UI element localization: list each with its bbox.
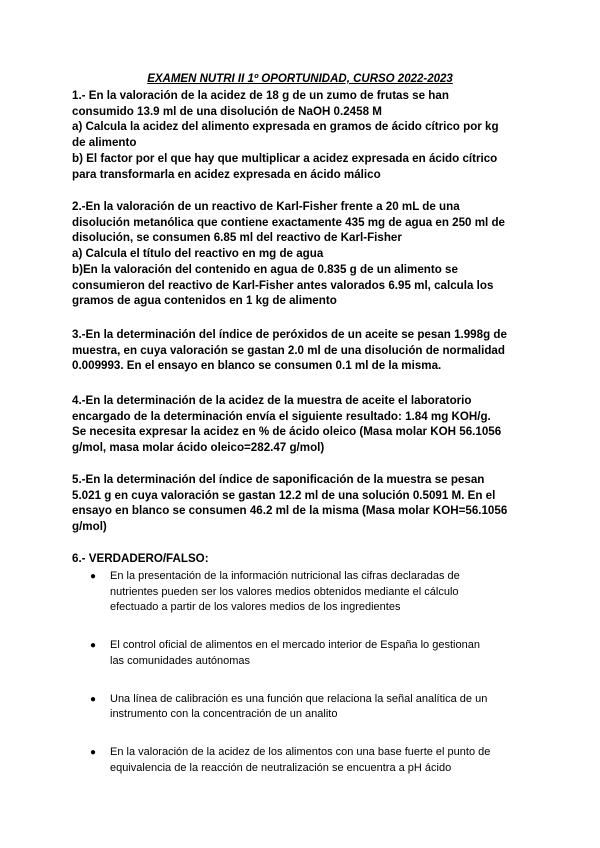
question-1-line: a) Calcula la acidez del alimento expresada en gramos de ácido cítrico por kg <box>72 120 499 134</box>
question-2-line: disolución, se consumen 6.85 ml del reactivo de Karl-Fisher <box>72 231 402 245</box>
true-false-heading: 6.- VERDADERO/FALSO: <box>72 552 209 565</box>
question-2-line: gramos de agua contenidos en 1 kg de alimento <box>72 294 337 308</box>
true-false-line: Una línea de calibración es una función que relaciona la señal analítica de un <box>110 692 488 705</box>
bullet-icon: ● <box>90 746 97 758</box>
question-3-line: 0.009993. En el ensayo en blanco se consumen 0.1 ml de la misma. <box>72 359 442 373</box>
question-5 <box>72 472 542 535</box>
question-1-line: consumido 13.9 ml de una disolución de NaOH 0.2458 M <box>72 104 382 118</box>
question-1-line: de alimento <box>72 136 137 150</box>
question-2-line: 2.-En la valoración de un reactivo de Karl-Fisher frente a 20 mL de una <box>72 200 460 213</box>
true-false-list <box>72 569 542 798</box>
bullet-icon: ● <box>90 640 97 652</box>
question-1 <box>72 88 542 182</box>
true-false-item <box>72 569 542 616</box>
question-2-line: disolución metanólica que contiene exactamente 435 mg de agua en 250 ml de <box>72 215 505 229</box>
true-false-line: efectuado a partir de los valores medios de los ingredientes <box>110 601 401 614</box>
true-false-line: En la presentación de la información nutricional las cifras declaradas de <box>110 570 460 582</box>
question-2-line: a) Calcula el título del reactivo en mg de agua <box>72 247 324 261</box>
question-5-line: g/mol) <box>72 520 107 534</box>
question-1-line: b) El factor por el que hay que multiplicar a acidez expresada en ácido cítrico <box>72 151 498 165</box>
question-4 <box>72 393 542 456</box>
question-5-line: ensayo en blanco se consumen 46.2 ml de la misma (Masa molar KOH=56.1056 <box>72 504 508 518</box>
true-false-item <box>72 692 542 723</box>
bullet-icon: ● <box>90 693 97 705</box>
question-3 <box>72 327 542 374</box>
question-2-line: consumieron del reactivo de Karl-Fisher antes valorados 6.95 ml, calcula los <box>72 278 494 292</box>
question-1-line: 1.- En la valoración de la acidez de 18 g de un zumo de frutas se han <box>72 89 449 102</box>
question-3-line: muestra, en cuya valoración se gastan 2.0 ml de una disolución de normalidad <box>72 343 505 357</box>
true-false-line: En la valoración de la acidez de los alimentos con una base fuerte el punto de <box>110 745 491 758</box>
true-false-line: nutrientes pueden ser los valores medios obtenidos mediante el cálculo <box>110 585 459 598</box>
true-false-line: las comunidades autónomas <box>110 654 251 667</box>
question-3-line: 3.-En la determinación del índice de peróxidos de un aceite se pesan 1.998g de <box>72 328 507 341</box>
true-false-item <box>72 745 542 776</box>
question-4-line: Se necesita expresar la acidez en % de ácido oleico (Masa molar KOH 56.1056 <box>72 425 502 439</box>
question-1-line: para transformarla en acidez expresada en ácido málico <box>72 167 381 181</box>
question-4-line: g/mol, masa molar ácido oleico=282.47 g/mol) <box>72 441 325 455</box>
question-2 <box>72 199 542 309</box>
question-5-line: 5.-En la determinación del índice de saponificación de la muestra se pesan <box>72 473 485 486</box>
true-false-line: instrumento con la concentración de un analito <box>110 708 338 721</box>
exam-title: EXAMEN NUTRI II 1º OPORTUNIDAD, CURSO 2022-2023 <box>147 73 453 85</box>
true-false-item <box>72 638 542 669</box>
question-4-line: encargado de la determinación envía el siguiente resultado: 1.84 mg KOH/g. <box>72 409 491 423</box>
question-2-line: b)En la valoración del contenido en agua de 0.835 g de un alimento se <box>72 262 458 276</box>
bullet-icon: ● <box>90 571 97 582</box>
true-false-line: El control oficial de alimentos en el mercado interior de España lo gestionan <box>110 639 480 652</box>
question-4-line: 4.-En la determinación de la acidez de la muestra de aceite el laboratorio <box>72 394 472 407</box>
question-5-line: 5.021 g en cuya valoración se gastan 12.2 ml de una solución 0.5091 M. En el <box>72 488 496 502</box>
true-false-line: equivalencia de la reacción de neutralización se encuentra a pH ácido <box>110 761 452 774</box>
